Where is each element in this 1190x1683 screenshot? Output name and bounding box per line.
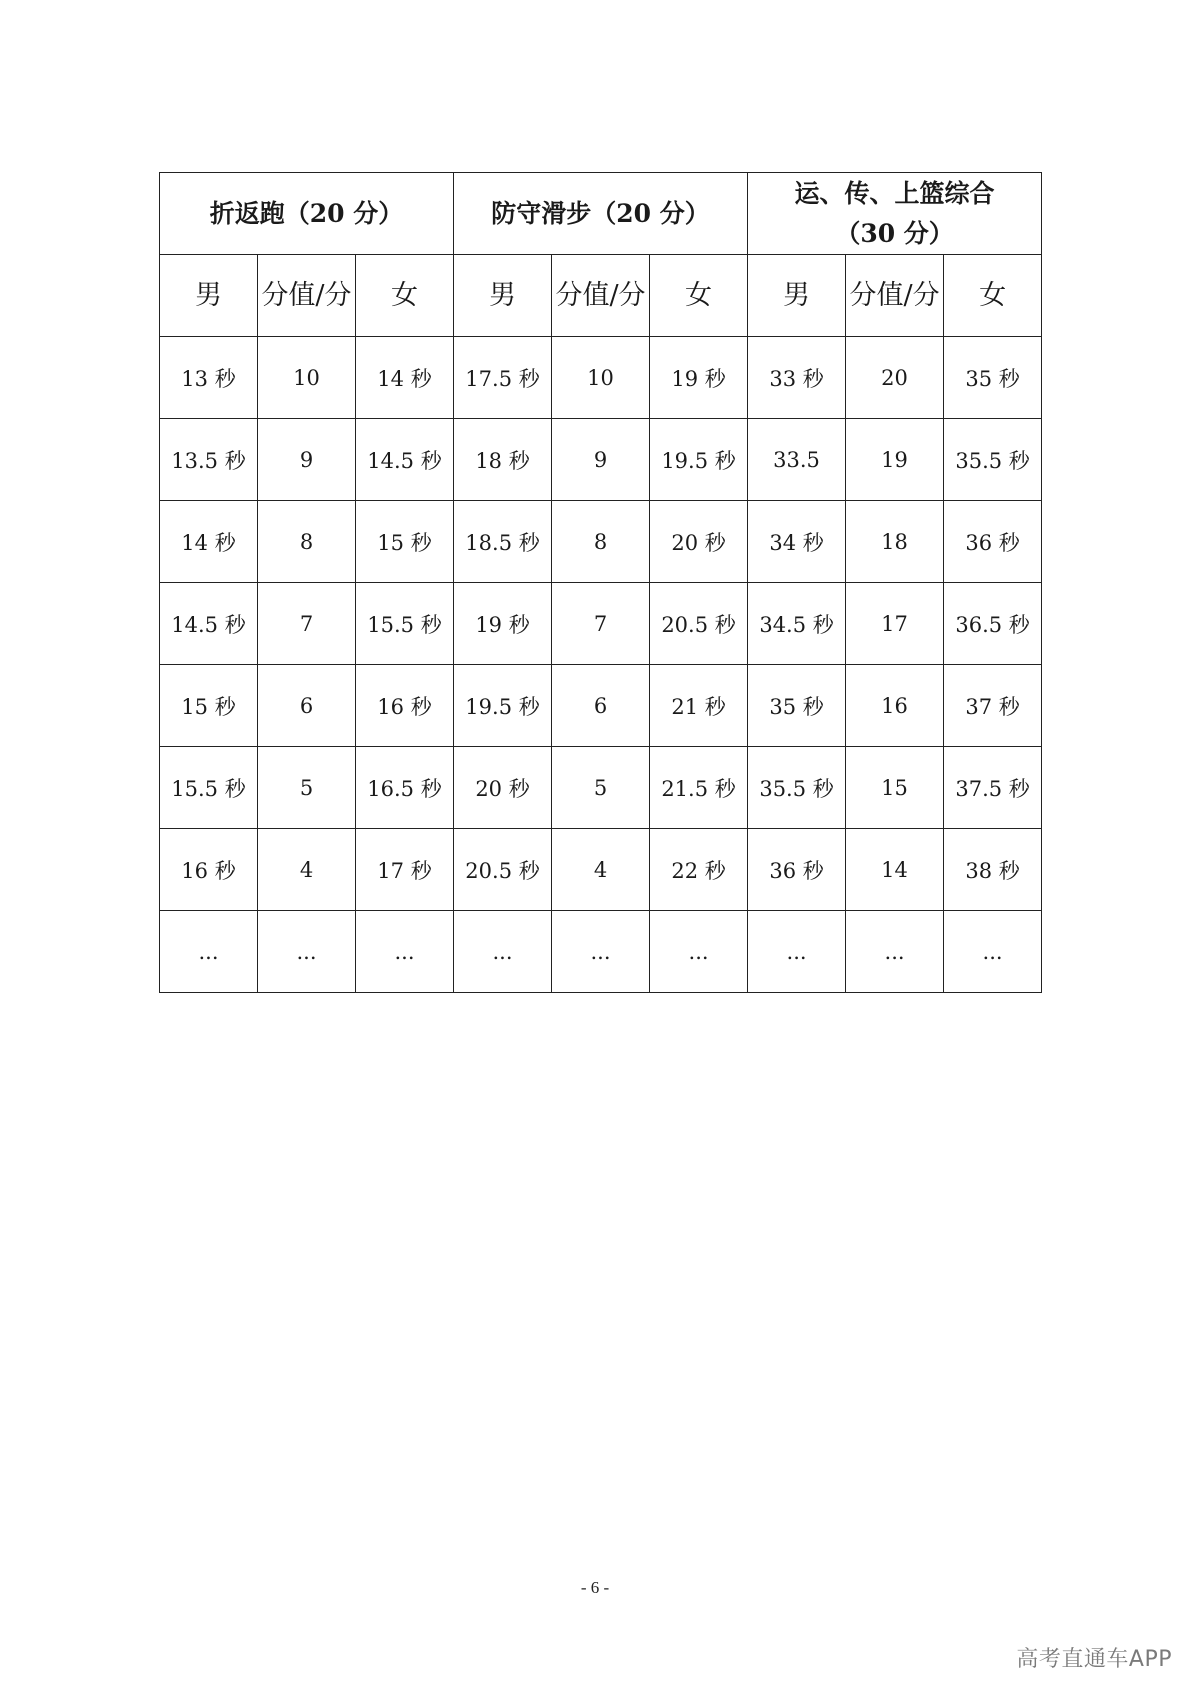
table-cell: 37 秒 <box>944 665 1042 747</box>
table-cell: 15 秒 <box>160 665 258 747</box>
table-cell: 15 <box>846 747 944 829</box>
table-cell: 13 秒 <box>160 337 258 419</box>
column-header: 男 <box>160 255 258 337</box>
table-cell: 4 <box>258 829 356 911</box>
table-body <box>160 337 1042 993</box>
table-cell: 22 秒 <box>650 829 748 911</box>
table-cell: 16 秒 <box>160 829 258 911</box>
table-row <box>160 747 1042 829</box>
table-cell: 20.5 秒 <box>454 829 552 911</box>
table-cell: 35.5 秒 <box>748 747 846 829</box>
table-cell: 14.5 秒 <box>160 583 258 665</box>
table-cell: 20 秒 <box>650 501 748 583</box>
table-cell: 21.5 秒 <box>650 747 748 829</box>
table-cell: 33 秒 <box>748 337 846 419</box>
table-cell: ... <box>160 911 258 993</box>
table-row <box>160 501 1042 583</box>
table-cell: ... <box>650 911 748 993</box>
table-cell: 36 秒 <box>944 501 1042 583</box>
column-header: 女 <box>650 255 748 337</box>
table-row <box>160 665 1042 747</box>
group-header-shuttle-run: 折返跑（20 分） <box>160 173 454 255</box>
table-cell: ... <box>258 911 356 993</box>
table-cell: ... <box>454 911 552 993</box>
table-cell: 38 秒 <box>944 829 1042 911</box>
score-table <box>159 172 1042 993</box>
table-cell: ... <box>552 911 650 993</box>
table-cell: 34 秒 <box>748 501 846 583</box>
table-row <box>160 911 1042 993</box>
column-header: 分值/分 <box>552 255 650 337</box>
column-header: 分值/分 <box>258 255 356 337</box>
table-cell: 6 <box>552 665 650 747</box>
table-cell: 14 秒 <box>356 337 454 419</box>
table-cell: 15.5 秒 <box>160 747 258 829</box>
table-cell: 14 <box>846 829 944 911</box>
table-cell: 16 <box>846 665 944 747</box>
table-cell: 8 <box>258 501 356 583</box>
group-header-dribble-pass-layup: 运、传、上篮综合（30 分） <box>748 173 1042 255</box>
table-cell: ... <box>748 911 846 993</box>
table-cell: 8 <box>552 501 650 583</box>
table-cell: 5 <box>552 747 650 829</box>
column-header: 男 <box>748 255 846 337</box>
table-cell: 4 <box>552 829 650 911</box>
group-header-row <box>160 173 1042 255</box>
table-cell: 16.5 秒 <box>356 747 454 829</box>
table-cell: 19 秒 <box>454 583 552 665</box>
column-header: 女 <box>356 255 454 337</box>
table-cell: 37.5 秒 <box>944 747 1042 829</box>
watermark-text: 高考直通车APP <box>1016 1647 1172 1672</box>
table-cell: 20.5 秒 <box>650 583 748 665</box>
table-cell: 18 <box>846 501 944 583</box>
table-cell: 6 <box>258 665 356 747</box>
table-cell: 14.5 秒 <box>356 419 454 501</box>
table-cell: 19 <box>846 419 944 501</box>
table-cell: 10 <box>258 337 356 419</box>
table-cell: 17 <box>846 583 944 665</box>
table-cell: 15.5 秒 <box>356 583 454 665</box>
table-cell: ... <box>944 911 1042 993</box>
table-cell: 18 秒 <box>454 419 552 501</box>
table-cell: 36 秒 <box>748 829 846 911</box>
table-cell: 19.5 秒 <box>454 665 552 747</box>
table-cell: ... <box>846 911 944 993</box>
table-row <box>160 829 1042 911</box>
table-cell: 19.5 秒 <box>650 419 748 501</box>
table-cell: 7 <box>552 583 650 665</box>
table-cell: 35 秒 <box>944 337 1042 419</box>
table-cell: 10 <box>552 337 650 419</box>
table-cell: 14 秒 <box>160 501 258 583</box>
table-cell: 5 <box>258 747 356 829</box>
table-cell: 34.5 秒 <box>748 583 846 665</box>
table-cell: 20 秒 <box>454 747 552 829</box>
table-row <box>160 583 1042 665</box>
table-cell: 33.5 <box>748 419 846 501</box>
table-cell: 9 <box>552 419 650 501</box>
table-cell: 13.5 秒 <box>160 419 258 501</box>
page-number: - 6 - <box>580 1578 610 1597</box>
table-cell: 21 秒 <box>650 665 748 747</box>
table-cell: 36.5 秒 <box>944 583 1042 665</box>
table-cell: ... <box>356 911 454 993</box>
table-cell: 17 秒 <box>356 829 454 911</box>
table-row <box>160 337 1042 419</box>
sub-header-row <box>160 255 1042 337</box>
column-header: 分值/分 <box>846 255 944 337</box>
table-row <box>160 419 1042 501</box>
group-header-defensive-slide: 防守滑步（20 分） <box>454 173 748 255</box>
table-cell: 15 秒 <box>356 501 454 583</box>
table-cell: 18.5 秒 <box>454 501 552 583</box>
table-cell: 7 <box>258 583 356 665</box>
column-header: 男 <box>454 255 552 337</box>
table-cell: 20 <box>846 337 944 419</box>
table-cell: 35.5 秒 <box>944 419 1042 501</box>
table-cell: 16 秒 <box>356 665 454 747</box>
table-cell: 9 <box>258 419 356 501</box>
table-cell: 35 秒 <box>748 665 846 747</box>
table-cell: 19 秒 <box>650 337 748 419</box>
table-cell: 17.5 秒 <box>454 337 552 419</box>
column-header: 女 <box>944 255 1042 337</box>
